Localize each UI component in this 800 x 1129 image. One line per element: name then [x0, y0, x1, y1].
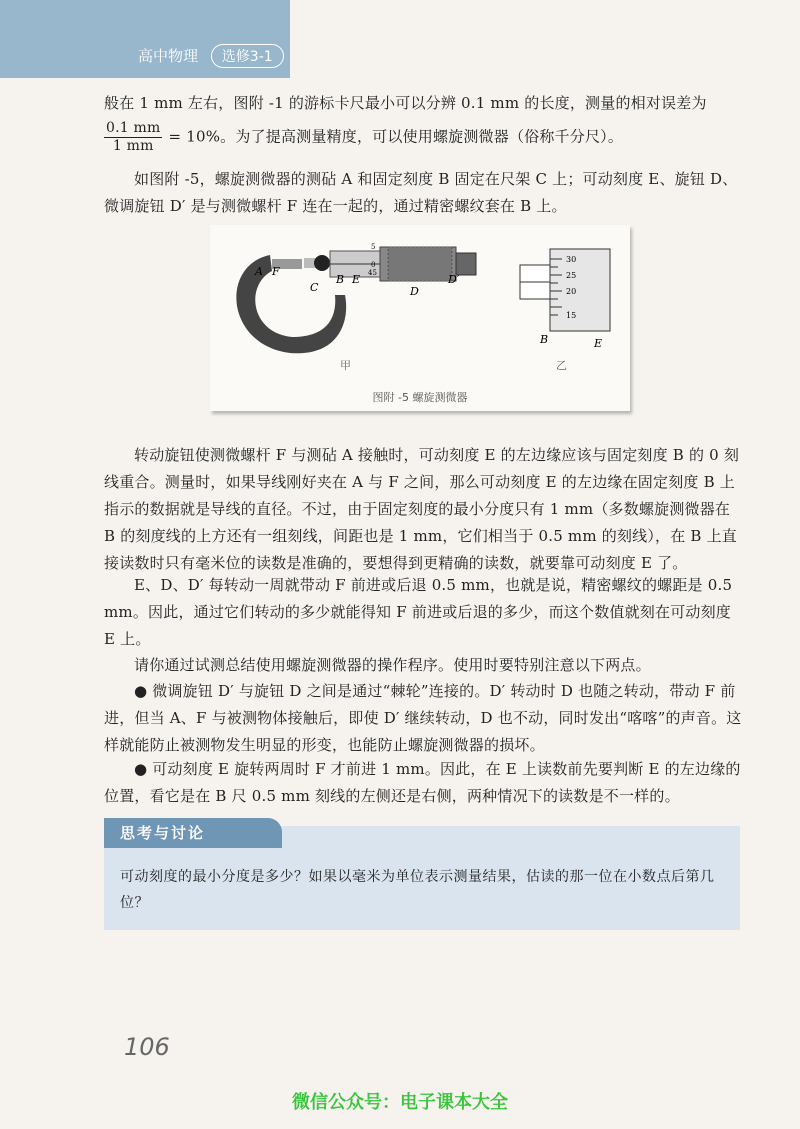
thimble-knurl: [388, 247, 452, 281]
paragraph-2-text: = 10%。为了提高测量精度，可以使用螺旋测微器（俗称千分尺）。: [168, 127, 624, 146]
ratchet: [456, 253, 476, 275]
lock-knob: [314, 255, 330, 271]
paragraph-4: 转动旋钮使测微螺杆 F 与测砧 A 接触时，可动刻度 E 的左边缘应该与固定刻度 B 的 0 刻线重合。测量时，如果导线刚好夹在 A 与 F 之间，那么可动刻度 E 的左边缘在固定刻度 B 上指示的数据就是导线的直径。不过，由于固定刻度的最小分度只有 1 mm（多数螺旋测微器在 B 的刻度线的上方还有一组刻线，间距也是 1 mm，它们相当于 0.5 mm 的刻线），在 B 上直接读数时只有毫米位的读数是准确的，要想得到更精确的读数，就要靠可动刻度 E 了。: [104, 446, 740, 572]
book-title: 高中物理: [138, 47, 199, 65]
fraction-denominator: 1 mm: [112, 138, 154, 154]
sub-label-b: 乙: [556, 359, 567, 372]
paragraph-6: 请你通过试测总结使用螺旋测微器的操作程序。使用时要特别注意以下两点。: [134, 656, 651, 674]
discussion-text: 可动刻度的最小分度是多少？如果以毫米为单位表示测量结果，估读的那一位在小数点后第几位？: [120, 869, 715, 911]
paragraph-5: E、D、D′ 每转动一周就带动 F 前进或后退 0.5 mm，也就是说，精密螺纹的螺距是 0.5 mm。因此，通过它们转动的多少就能得知 F 前进或后退的多少，而这个数值就刻在可动刻度 E 上。: [104, 576, 733, 648]
scale-25: 25: [566, 271, 577, 280]
label-D-prime: D′: [448, 273, 460, 286]
paragraph-2: [104, 120, 744, 155]
small-scale-45: 45: [368, 269, 377, 277]
volume-badge: 选修3-1: [211, 44, 284, 68]
label-B-closeup: B: [540, 333, 549, 346]
scale-15: 15: [566, 311, 577, 320]
figure-caption: 图附 -5 螺旋测微器: [372, 391, 468, 404]
label-A: A: [255, 265, 263, 278]
watermark: 微信公众号：电子课本大全: [292, 1092, 508, 1113]
small-scale-0: 0: [371, 261, 376, 269]
label-D: D: [410, 285, 419, 298]
thimble-closeup: [550, 249, 610, 331]
fraction-numerator: 0.1 mm: [106, 120, 161, 136]
label-C: C: [310, 281, 319, 294]
scale-30: 30: [566, 255, 577, 264]
figure-micrometer: [210, 225, 630, 411]
micrometer-illustration: [210, 225, 630, 385]
sub-label-a: 甲: [340, 359, 351, 372]
small-scale-5: 5: [371, 243, 376, 251]
paragraph-8: ● 可动刻度 E 旋转两周时 F 才前进 1 mm。因此，在 E 上读数前先要判断 E 的左边缘的位置，看它是在 B 尺 0.5 mm 刻线的左侧还是右侧，两种情况下的读数是不一样的。: [104, 760, 741, 805]
paragraph-1: 般在 1 mm 左右，图附 -1 的游标卡尺最小可以分辨 0.1 mm 的长度，测量的相对误差为: [104, 94, 707, 112]
fraction: [104, 120, 162, 155]
paragraph-3: 如图附 -5，螺旋测微器的测砧 A 和固定刻度 B 固定在尺架 C 上；可动刻度 E、旋钮 D、微调旋钮 D′ 是与测微螺杆 F 连在一起的，通过精密螺纹套在 B 上。: [104, 170, 738, 215]
discussion-title: 思考与讨论: [104, 818, 282, 848]
scale-20: 20: [566, 287, 577, 296]
label-E-closeup: E: [594, 337, 603, 350]
running-header: [138, 44, 284, 68]
paragraph-7: ● 微调旋钮 D′ 与旋钮 D 之间是通过“棘轮”连接的。D′ 转动时 D 也随之转动，带动 F 前进，但当 A、F 与被测物体接触后，即使 D′ 继续转动，D 也不动，同时发出“喀喀”的声音。这样就能防止被测物发生明显的形变，也能防止螺旋测微器的损坏。: [104, 682, 742, 754]
page-number: 106: [124, 1033, 170, 1061]
label-F: F: [272, 265, 280, 278]
label-B: B: [336, 273, 345, 286]
label-E: E: [352, 273, 361, 286]
